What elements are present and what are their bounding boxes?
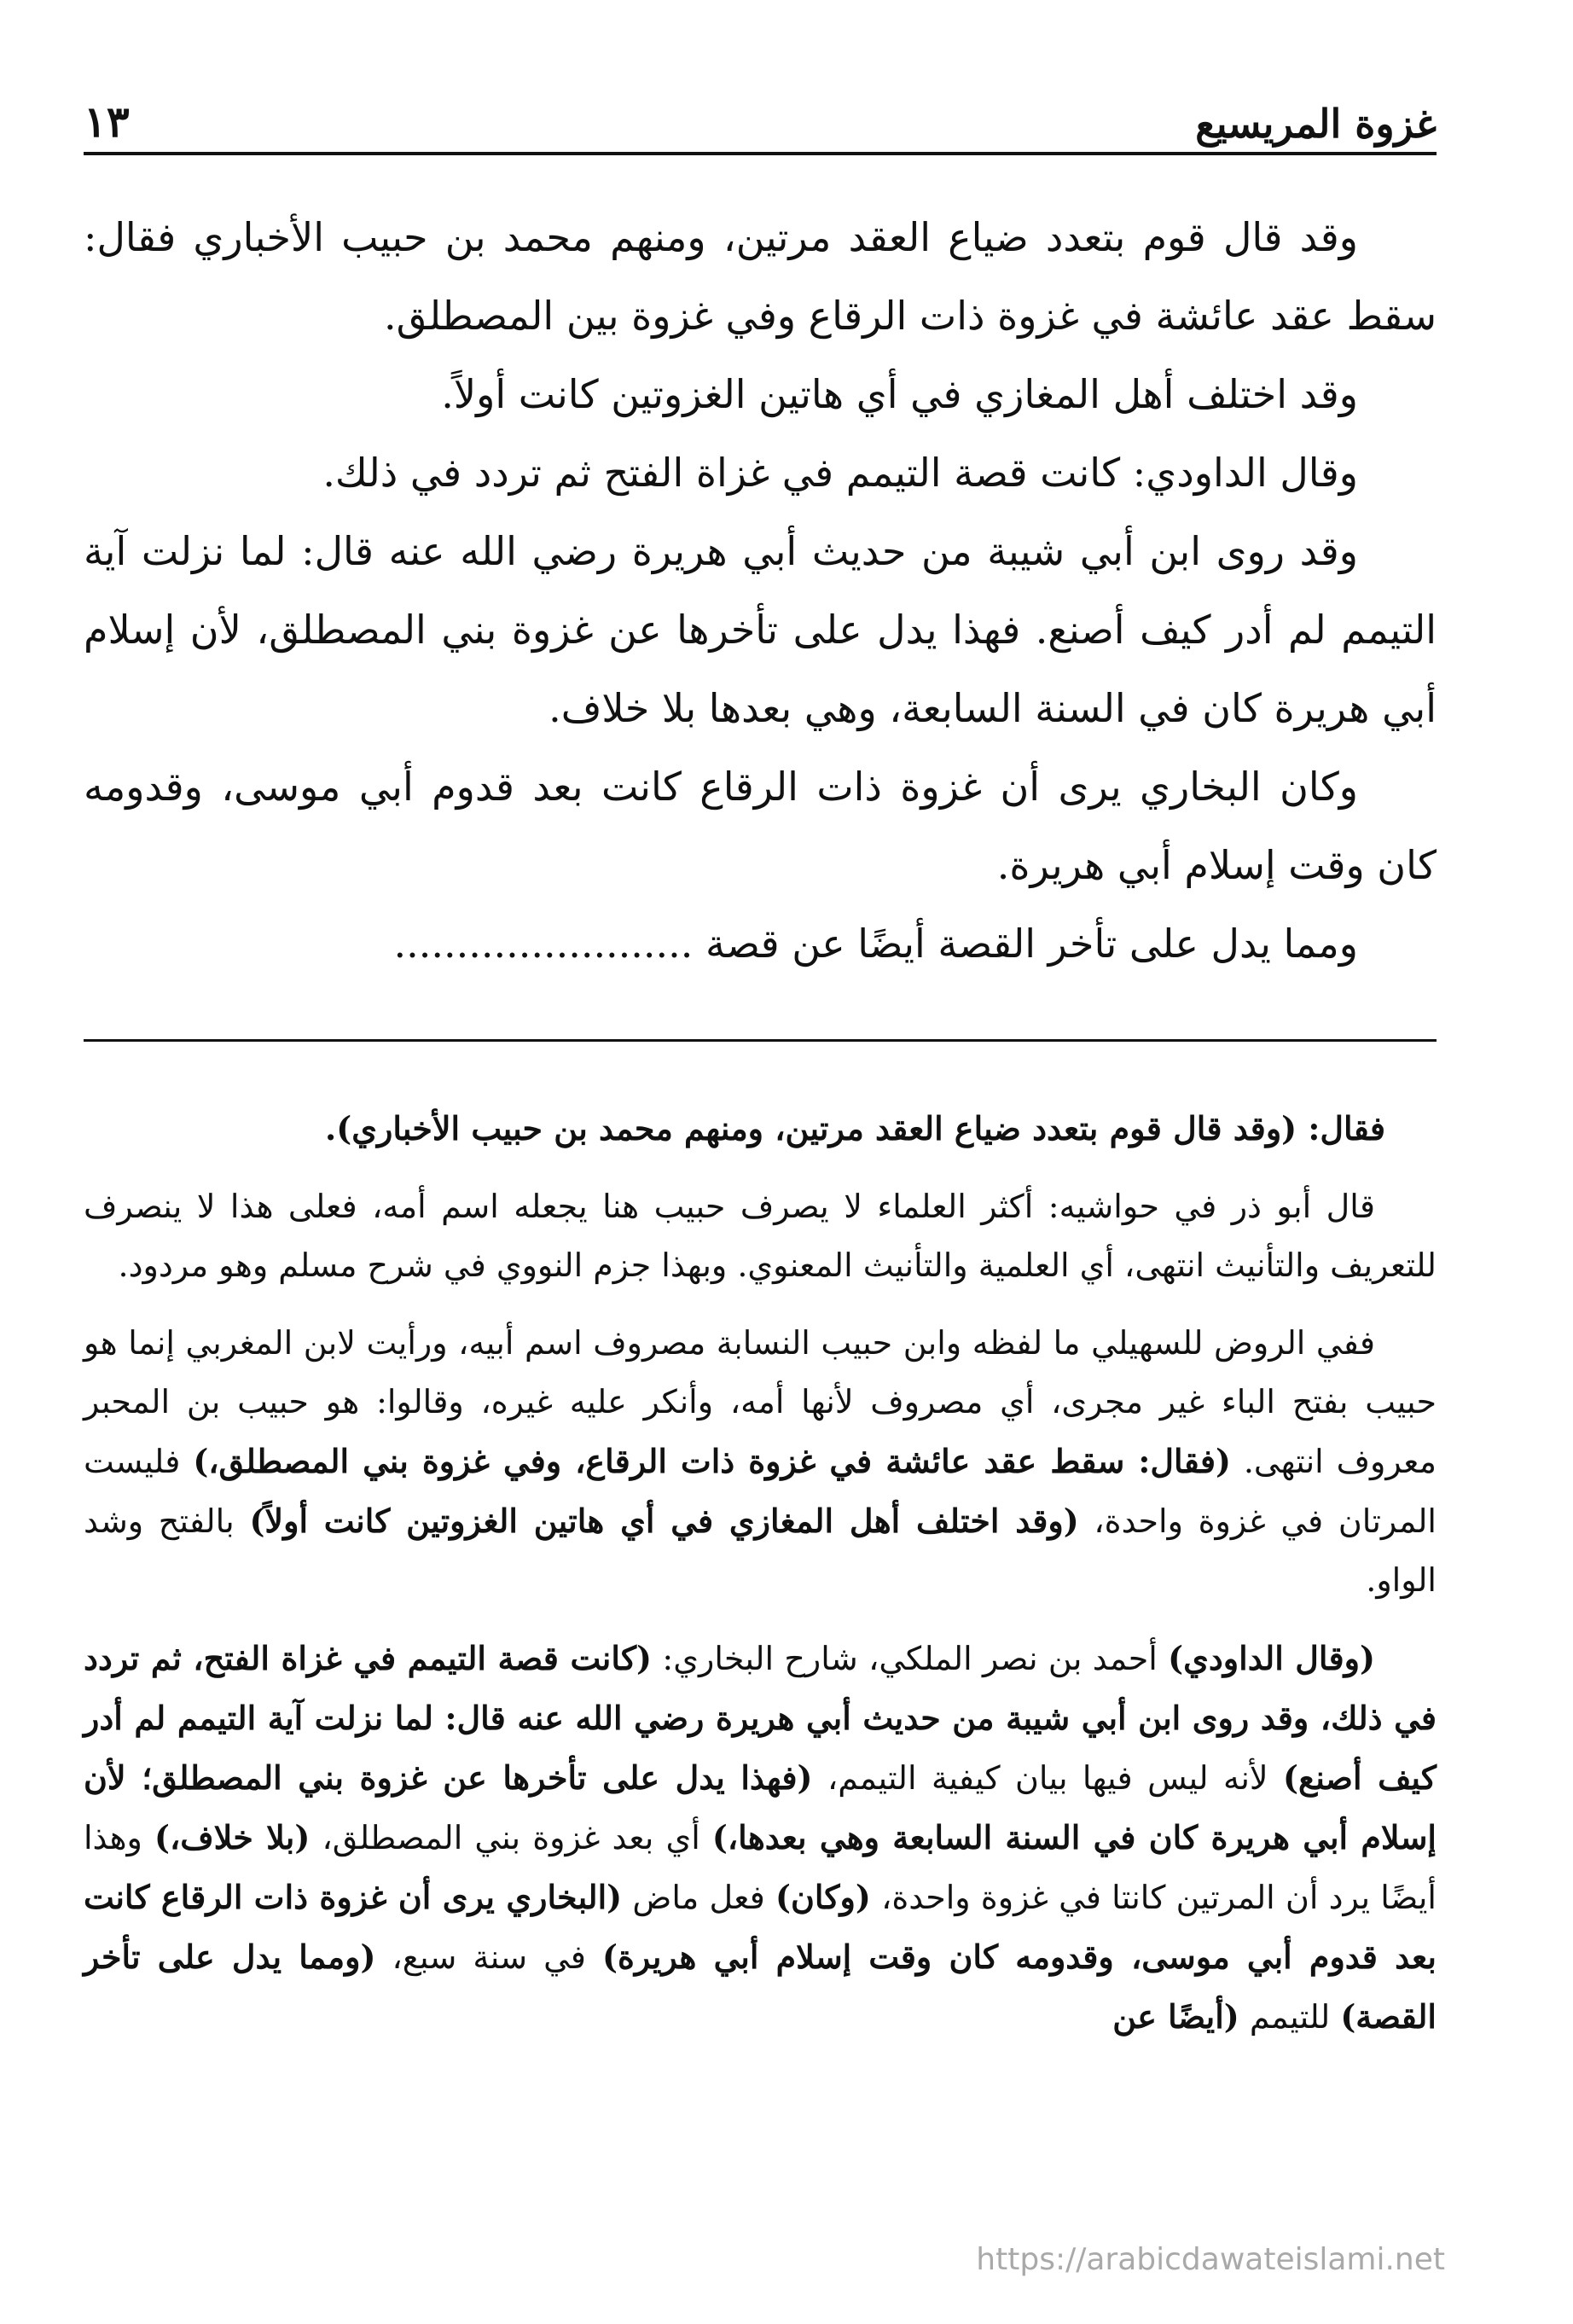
main-paragraph: وقد قال قوم بتعدد ضياع العقد مرتين، ومنهم محمد بن حبيب الأخباري فقال: سقط عقد عائشة في غزوة ذات الرقاع وفي غزوة بين المصطلق. — [84, 214, 1437, 339]
running-title: غزوة المريسيع — [1195, 101, 1437, 147]
commentary-paragraph — [84, 1314, 1437, 1610]
quoted-text: (بلا خلاف،) — [154, 1818, 311, 1856]
footnote-separator — [84, 1039, 1437, 1042]
quoted-text: (وكان) — [775, 1878, 871, 1916]
watermark-url: https://arabicdawateislami.net — [976, 2242, 1445, 2277]
commentary-text: وهذا أيضًا يرد أن المرتين كانتا في غزوة واحدة، — [84, 1819, 1437, 1916]
quoted-text: (وقال الداودي) — [1168, 1639, 1375, 1677]
commentary-text: فعل ماض — [632, 1879, 765, 1916]
quoted-text: (البخاري يرى أن غزوة ذات الرقاع كانت بعد قدوم أبي موسى، وقدومه كان وقت إسلام أبي هريرة) — [84, 1878, 1437, 1976]
quoted-text: (أيضًا عن — [1112, 1997, 1239, 2036]
commentary-text: لأنه ليس فيها بيان كيفية التيمم، — [827, 1759, 1268, 1797]
commentary-text: للتيمم — [1249, 1998, 1331, 2036]
main-paragraph: وكان البخاري يرى أن غزوة ذات الرقاع كانت بعد قدوم أبي موسى، وقدومه كان وقت إسلام أبي هريرة. — [84, 764, 1437, 888]
quoted-text: (كانت قصة التيمم في غزاة الفتح، ثم تردد في ذلك، وقد روى ابن أبي شيبة من حديث أبي هريرة رضي الله عنه قال: لما نزلت آية التيمم لم أدر كيف أصنع) — [84, 1639, 1437, 1797]
commentary-paragraph — [84, 1629, 1437, 2047]
commentary-text: فليست المرتان في غزوة واحدة، — [84, 1443, 1437, 1540]
commentary-text: بالفتح وشد الواو. — [84, 1502, 1437, 1599]
commentary-text: أحمد بن نصر الملكي، شارح البخاري: — [662, 1640, 1158, 1677]
main-paragraph: ومما يدل على تأخر القصة أيضًا عن قصة ........................ — [393, 921, 1358, 967]
commentary-paragraph: قال أبو ذر في حواشيه: أكثر العلماء لا يصرف حبيب هنا يجعله اسم أمه، فعلى هذا لا ينصرف للتعريف والتأنيث انتهى، أي العلمية والتأنيث المعنوي. وبهذا جزم النووي في شرح مسلم وهو مردود. — [84, 1188, 1437, 1284]
main-paragraph: وقد روى ابن أبي شيبة من حديث أبي هريرة رضي الله عنه قال: لما نزلت آية التيمم لم أدر كيف أصنع. فهذا يدل على تأخرها عن غزوة بني المصطلق، لأن إسلام أبي هريرة كان في السنة السابعة، وهي بعدها بلا خلاف. — [84, 528, 1437, 731]
quoted-text: (ومما يدل على تأخر القصة) — [84, 1938, 1437, 2036]
commentary-paragraph — [84, 1099, 1437, 1159]
page-number: ١٣ — [84, 96, 130, 147]
commentary-text: في سنة سبع، — [392, 1938, 586, 1976]
page-header — [84, 75, 1437, 155]
main-text — [84, 198, 1437, 983]
quoted-text: (وقد اختلف أهل المغازي في أي هاتين الغزوتين كانت أولاً) — [249, 1502, 1079, 1540]
main-paragraph: وقال الداودي: كانت قصة التيمم في غزاة الفتح ثم تردد في ذلك. — [322, 450, 1358, 496]
commentary-text: ففي الروض للسهيلي ما لفظه وابن حبيب النسابة مصروف اسم أبيه، ورأيت لابن المغربي إنما هو حبيب بفتح الباء غير مجرى، أي مصروف لأنها أمه، وأنكر عليه غيره، وقالوا: هو حبيب بن المحبر معروف انتهى. — [84, 1324, 1437, 1480]
quoted-text: فقال: (وقد قال قوم بتعدد ضياع العقد مرتين، ومنهم محمد بن حبيب الأخباري). — [325, 1109, 1385, 1147]
commentary-text: أي بعد غزوة بني المصطلق، — [322, 1819, 700, 1856]
commentary-section — [84, 1099, 1437, 2065]
quoted-text: (فقال: سقط عقد عائشة في غزوة ذات الرقاع، وفي غزوة بني المصطلق،) — [193, 1442, 1231, 1480]
main-paragraph: وقد اختلف أهل المغازي في أي هاتين الغزوتين كانت أولاً. — [441, 371, 1358, 417]
quoted-text: (فهذا يدل على تأخرها عن غزوة بني المصطلق؛ لأن إسلام أبي هريرة كان في السنة السابعة وهي بعدها،) — [84, 1758, 1437, 1856]
